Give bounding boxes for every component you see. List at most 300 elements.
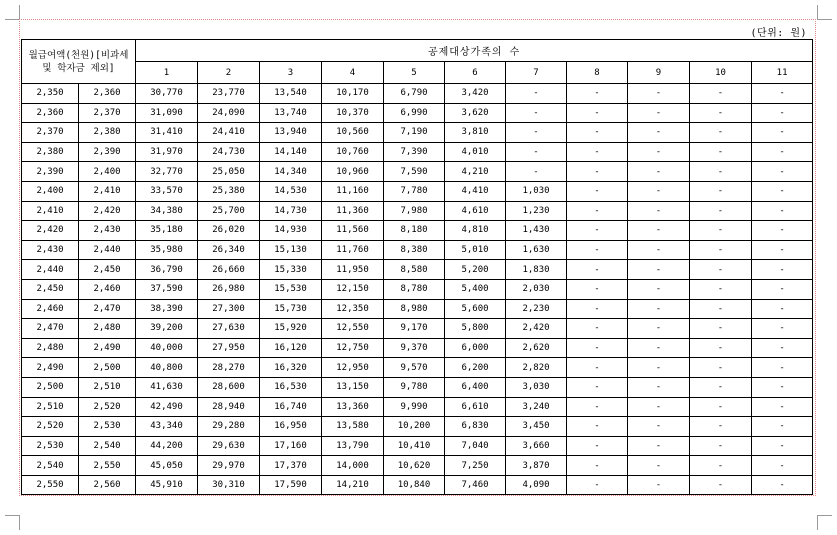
table-row xyxy=(22,240,813,260)
tax-amount-cell: 3,450 xyxy=(506,417,567,437)
salary-range-cell: 2,470 xyxy=(79,299,136,319)
table-row xyxy=(22,338,813,358)
salary-range-cell: 2,560 xyxy=(79,475,136,495)
tax-amount-cell: 13,940 xyxy=(260,123,322,143)
tax-amount-cell: - xyxy=(690,377,752,397)
tax-amount-cell: 5,200 xyxy=(445,260,506,280)
tax-amount-cell: - xyxy=(752,201,813,221)
salary-range-cell: 2,460 xyxy=(79,279,136,299)
tax-amount-cell: - xyxy=(752,84,813,104)
tax-amount-cell: 8,180 xyxy=(384,221,445,241)
tax-amount-cell: 14,210 xyxy=(322,475,384,495)
tax-amount-cell: 32,770 xyxy=(136,162,198,182)
tax-amount-cell: 13,540 xyxy=(260,84,322,104)
tax-amount-cell: 1,630 xyxy=(506,240,567,260)
tax-amount-cell: 9,370 xyxy=(384,338,445,358)
column-header: 6 xyxy=(445,62,506,84)
tax-amount-cell: 17,590 xyxy=(260,475,322,495)
column-header: 8 xyxy=(567,62,628,84)
table-row xyxy=(22,221,813,241)
tax-amount-cell: 35,180 xyxy=(136,221,198,241)
tax-amount-cell: 10,560 xyxy=(322,123,384,143)
tax-amount-cell: - xyxy=(628,84,690,104)
tax-amount-cell: - xyxy=(690,221,752,241)
tax-amount-cell: - xyxy=(628,260,690,280)
table-row xyxy=(22,436,813,456)
salary-range-cell: 2,540 xyxy=(79,436,136,456)
table-row xyxy=(22,279,813,299)
salary-range-cell: 2,470 xyxy=(22,319,79,339)
tax-amount-cell: - xyxy=(752,456,813,476)
tax-amount-cell: 14,930 xyxy=(260,221,322,241)
tax-amount-cell: 41,630 xyxy=(136,377,198,397)
tax-amount-cell: 8,380 xyxy=(384,240,445,260)
tax-amount-cell: - xyxy=(690,397,752,417)
tax-amount-cell: - xyxy=(628,162,690,182)
tax-amount-cell: - xyxy=(628,103,690,123)
table-row xyxy=(22,456,813,476)
table-row xyxy=(22,377,813,397)
tax-amount-cell: - xyxy=(506,162,567,182)
tax-amount-cell: - xyxy=(628,181,690,201)
tax-amount-cell: - xyxy=(628,319,690,339)
tax-amount-cell: - xyxy=(752,358,813,378)
tax-amount-cell: 12,550 xyxy=(322,319,384,339)
tax-amount-cell: 17,370 xyxy=(260,456,322,476)
tax-amount-cell: 24,090 xyxy=(198,103,260,123)
salary-range-cell: 2,540 xyxy=(22,456,79,476)
salary-range-cell: 2,390 xyxy=(79,142,136,162)
table-row xyxy=(22,260,813,280)
tax-amount-cell: - xyxy=(506,123,567,143)
tax-amount-cell: - xyxy=(628,436,690,456)
tax-amount-cell: 29,630 xyxy=(198,436,260,456)
tax-amount-cell: 25,380 xyxy=(198,181,260,201)
tax-amount-cell: 30,310 xyxy=(198,475,260,495)
tax-amount-cell: 7,590 xyxy=(384,162,445,182)
table-row xyxy=(22,84,813,104)
tax-amount-cell: 34,380 xyxy=(136,201,198,221)
tax-amount-cell: 8,980 xyxy=(384,299,445,319)
tax-amount-cell: 25,700 xyxy=(198,201,260,221)
table-row xyxy=(22,475,813,495)
column-header: 5 xyxy=(384,62,445,84)
tax-amount-cell: 26,020 xyxy=(198,221,260,241)
tax-amount-cell: 7,460 xyxy=(445,475,506,495)
tax-amount-cell: 10,200 xyxy=(384,417,445,437)
salary-range-cell: 2,360 xyxy=(79,84,136,104)
tax-amount-cell: - xyxy=(567,358,628,378)
salary-range-cell: 2,360 xyxy=(22,103,79,123)
salary-range-cell: 2,420 xyxy=(22,221,79,241)
tax-amount-cell: 6,400 xyxy=(445,377,506,397)
tax-amount-cell: - xyxy=(690,417,752,437)
tax-amount-cell: 26,660 xyxy=(198,260,260,280)
tax-amount-cell: - xyxy=(628,240,690,260)
tax-amount-cell: 17,160 xyxy=(260,436,322,456)
salary-range-cell: 2,410 xyxy=(22,201,79,221)
tax-amount-cell: 16,120 xyxy=(260,338,322,358)
tax-amount-cell: - xyxy=(690,260,752,280)
salary-range-cell: 2,400 xyxy=(22,181,79,201)
tax-amount-cell: - xyxy=(567,123,628,143)
tax-amount-cell: - xyxy=(752,377,813,397)
tax-amount-cell: 27,300 xyxy=(198,299,260,319)
salary-range-cell: 2,490 xyxy=(22,358,79,378)
salary-range-cell: 2,370 xyxy=(22,123,79,143)
tax-amount-cell: - xyxy=(690,103,752,123)
tax-amount-cell: - xyxy=(628,475,690,495)
tax-amount-cell: - xyxy=(752,123,813,143)
tax-amount-cell: 8,580 xyxy=(384,260,445,280)
tax-amount-cell: 3,810 xyxy=(445,123,506,143)
table-row xyxy=(22,319,813,339)
salary-range-cell: 2,510 xyxy=(79,377,136,397)
tax-amount-cell: - xyxy=(690,84,752,104)
tax-amount-cell: 31,410 xyxy=(136,123,198,143)
tax-amount-cell: - xyxy=(567,84,628,104)
tax-amount-cell: 15,730 xyxy=(260,299,322,319)
tax-amount-cell: 6,200 xyxy=(445,358,506,378)
tax-amount-cell: 33,570 xyxy=(136,181,198,201)
tax-amount-cell: 7,780 xyxy=(384,181,445,201)
tax-amount-cell: - xyxy=(628,142,690,162)
tax-amount-cell: - xyxy=(752,162,813,182)
tax-amount-cell: - xyxy=(690,279,752,299)
column-header: 10 xyxy=(690,62,752,84)
column-header: 1 xyxy=(136,62,198,84)
salary-range-cell: 2,440 xyxy=(79,240,136,260)
group-header: 공제대상가족의 수 xyxy=(136,40,813,62)
salary-range-cell: 2,480 xyxy=(79,319,136,339)
tax-amount-cell: - xyxy=(752,260,813,280)
table-row xyxy=(22,162,813,182)
tax-amount-cell: 5,600 xyxy=(445,299,506,319)
tax-amount-cell: 5,010 xyxy=(445,240,506,260)
tax-amount-cell: 27,950 xyxy=(198,338,260,358)
tax-amount-cell: - xyxy=(690,201,752,221)
tax-amount-cell: 14,140 xyxy=(260,142,322,162)
salary-range-cell: 2,500 xyxy=(79,358,136,378)
salary-range-cell: 2,440 xyxy=(22,260,79,280)
tax-amount-cell: - xyxy=(567,162,628,182)
tax-amount-cell: 15,130 xyxy=(260,240,322,260)
tax-amount-cell: 11,950 xyxy=(322,260,384,280)
tax-amount-cell: - xyxy=(567,279,628,299)
table-row xyxy=(22,103,813,123)
tax-amount-cell: 2,230 xyxy=(506,299,567,319)
tax-amount-cell: - xyxy=(690,319,752,339)
tax-amount-cell: - xyxy=(567,181,628,201)
tax-amount-cell: 26,340 xyxy=(198,240,260,260)
tax-amount-cell: 10,370 xyxy=(322,103,384,123)
tax-amount-cell: - xyxy=(628,377,690,397)
tax-amount-cell: - xyxy=(567,377,628,397)
tax-amount-cell: 10,170 xyxy=(322,84,384,104)
tax-amount-cell: - xyxy=(567,475,628,495)
tax-amount-cell: 4,610 xyxy=(445,201,506,221)
tax-amount-cell: 28,940 xyxy=(198,397,260,417)
tax-amount-cell: 43,340 xyxy=(136,417,198,437)
tax-amount-cell: - xyxy=(567,338,628,358)
tax-amount-cell: 7,980 xyxy=(384,201,445,221)
tax-amount-cell: - xyxy=(690,162,752,182)
salary-range-cell: 2,430 xyxy=(79,221,136,241)
tax-amount-cell: 9,170 xyxy=(384,319,445,339)
tax-amount-cell: - xyxy=(752,417,813,437)
table-row xyxy=(22,299,813,319)
range-header: 월급여액(천원)[비과세 및 학자금 제외] xyxy=(22,40,136,84)
tax-amount-cell: 36,790 xyxy=(136,260,198,280)
tax-amount-cell: - xyxy=(567,240,628,260)
tax-amount-cell: 15,920 xyxy=(260,319,322,339)
tax-amount-cell: 11,560 xyxy=(322,221,384,241)
tax-amount-cell: 14,340 xyxy=(260,162,322,182)
tax-amount-cell: 10,960 xyxy=(322,162,384,182)
tax-amount-cell: - xyxy=(690,338,752,358)
tax-amount-cell: 9,570 xyxy=(384,358,445,378)
tax-amount-cell: 4,010 xyxy=(445,142,506,162)
tax-amount-cell: - xyxy=(628,417,690,437)
salary-range-cell: 2,520 xyxy=(22,417,79,437)
tax-amount-cell: 4,410 xyxy=(445,181,506,201)
column-header: 9 xyxy=(628,62,690,84)
tax-amount-cell: 37,590 xyxy=(136,279,198,299)
tax-amount-cell: - xyxy=(690,240,752,260)
tax-amount-cell: 35,980 xyxy=(136,240,198,260)
tax-amount-cell: 11,360 xyxy=(322,201,384,221)
tax-amount-cell: - xyxy=(752,181,813,201)
tax-amount-cell: 4,210 xyxy=(445,162,506,182)
tax-amount-cell: 14,730 xyxy=(260,201,322,221)
tax-amount-cell: - xyxy=(690,181,752,201)
tax-amount-cell: 10,760 xyxy=(322,142,384,162)
tax-amount-cell: 2,820 xyxy=(506,358,567,378)
tax-amount-cell: 3,030 xyxy=(506,377,567,397)
tax-amount-cell: - xyxy=(567,436,628,456)
tax-amount-cell: 6,830 xyxy=(445,417,506,437)
tax-amount-cell: 1,430 xyxy=(506,221,567,241)
tax-amount-cell: - xyxy=(628,338,690,358)
tax-amount-cell: 15,530 xyxy=(260,279,322,299)
tax-amount-cell: 12,350 xyxy=(322,299,384,319)
tax-amount-cell: - xyxy=(690,123,752,143)
tax-amount-cell: - xyxy=(567,319,628,339)
tax-amount-cell: 6,000 xyxy=(445,338,506,358)
tax-amount-cell: 10,410 xyxy=(384,436,445,456)
tax-amount-cell: 29,970 xyxy=(198,456,260,476)
tax-amount-cell: 11,160 xyxy=(322,181,384,201)
tax-amount-cell: 24,730 xyxy=(198,142,260,162)
tax-amount-cell: 7,040 xyxy=(445,436,506,456)
tax-amount-cell: 30,770 xyxy=(136,84,198,104)
tax-amount-cell: 3,870 xyxy=(506,456,567,476)
tax-amount-cell: - xyxy=(690,475,752,495)
tax-amount-cell: - xyxy=(752,299,813,319)
table-row xyxy=(22,358,813,378)
tax-amount-cell: - xyxy=(567,299,628,319)
crop-mark-top-right xyxy=(817,5,832,20)
tax-amount-cell: 42,490 xyxy=(136,397,198,417)
tax-amount-cell: 12,750 xyxy=(322,338,384,358)
salary-range-cell: 2,550 xyxy=(79,456,136,476)
tax-amount-cell: 26,980 xyxy=(198,279,260,299)
salary-range-cell: 2,550 xyxy=(22,475,79,495)
tax-amount-cell: 39,200 xyxy=(136,319,198,339)
tax-amount-cell: - xyxy=(628,299,690,319)
tax-amount-cell: 3,660 xyxy=(506,436,567,456)
salary-range-cell: 2,400 xyxy=(79,162,136,182)
table-row xyxy=(22,123,813,143)
tax-amount-cell: 40,800 xyxy=(136,358,198,378)
salary-range-cell: 2,460 xyxy=(22,299,79,319)
tax-amount-cell: - xyxy=(567,103,628,123)
tax-amount-cell: 24,410 xyxy=(198,123,260,143)
tax-amount-cell: 27,630 xyxy=(198,319,260,339)
column-header: 3 xyxy=(260,62,322,84)
table-row xyxy=(22,201,813,221)
tax-amount-cell: - xyxy=(628,456,690,476)
tax-amount-cell: - xyxy=(506,103,567,123)
tax-amount-cell: 16,320 xyxy=(260,358,322,378)
tax-amount-cell: - xyxy=(752,475,813,495)
tax-amount-cell: 44,200 xyxy=(136,436,198,456)
salary-range-cell: 2,420 xyxy=(79,201,136,221)
tax-amount-cell: - xyxy=(506,142,567,162)
tax-amount-cell: - xyxy=(690,142,752,162)
tax-amount-cell: 13,790 xyxy=(322,436,384,456)
tax-amount-cell: 5,800 xyxy=(445,319,506,339)
tax-amount-cell: - xyxy=(567,417,628,437)
tax-amount-cell: 7,390 xyxy=(384,142,445,162)
tax-amount-cell: - xyxy=(752,338,813,358)
salary-range-cell: 2,500 xyxy=(22,377,79,397)
tax-amount-cell: 25,050 xyxy=(198,162,260,182)
tax-amount-cell: 16,950 xyxy=(260,417,322,437)
tax-amount-cell: - xyxy=(567,221,628,241)
table-row xyxy=(22,397,813,417)
tax-amount-cell: 14,530 xyxy=(260,181,322,201)
tax-amount-cell: 13,360 xyxy=(322,397,384,417)
table-row xyxy=(22,181,813,201)
tax-amount-cell: 40,000 xyxy=(136,338,198,358)
tax-amount-cell: 7,250 xyxy=(445,456,506,476)
tax-amount-cell: 14,000 xyxy=(322,456,384,476)
tax-amount-cell: 6,610 xyxy=(445,397,506,417)
salary-range-cell: 2,410 xyxy=(79,181,136,201)
crop-mark-bottom-left xyxy=(5,515,20,530)
tax-amount-cell: 6,790 xyxy=(384,84,445,104)
tax-amount-cell: - xyxy=(567,456,628,476)
tax-amount-cell: - xyxy=(690,456,752,476)
tax-amount-cell: 45,910 xyxy=(136,475,198,495)
tax-amount-cell: 28,270 xyxy=(198,358,260,378)
crop-mark-bottom-right xyxy=(817,515,832,530)
tax-amount-cell: 13,740 xyxy=(260,103,322,123)
tax-amount-cell: - xyxy=(752,240,813,260)
salary-range-cell: 2,510 xyxy=(22,397,79,417)
table-row xyxy=(22,417,813,437)
tax-amount-cell: - xyxy=(752,397,813,417)
tax-amount-cell: 10,840 xyxy=(384,475,445,495)
salary-range-cell: 2,490 xyxy=(79,338,136,358)
tax-amount-cell: - xyxy=(567,201,628,221)
tax-amount-cell: 10,620 xyxy=(384,456,445,476)
crop-mark-top-left xyxy=(5,5,20,20)
column-header: 4 xyxy=(322,62,384,84)
salary-range-cell: 2,530 xyxy=(22,436,79,456)
tax-amount-cell: - xyxy=(752,142,813,162)
salary-range-cell: 2,350 xyxy=(22,84,79,104)
tax-amount-cell: 16,530 xyxy=(260,377,322,397)
table-header xyxy=(22,40,813,84)
salary-range-cell: 2,390 xyxy=(22,162,79,182)
tax-amount-cell: - xyxy=(628,397,690,417)
tax-amount-cell: 8,780 xyxy=(384,279,445,299)
salary-range-cell: 2,480 xyxy=(22,338,79,358)
tax-amount-cell: - xyxy=(506,84,567,104)
tax-amount-cell: 1,030 xyxy=(506,181,567,201)
tax-amount-cell: - xyxy=(690,358,752,378)
tax-amount-cell: 29,280 xyxy=(198,417,260,437)
salary-range-cell: 2,530 xyxy=(79,417,136,437)
tax-amount-cell: 3,420 xyxy=(445,84,506,104)
tax-amount-cell: 3,240 xyxy=(506,397,567,417)
tax-table xyxy=(21,39,813,495)
tax-amount-cell: - xyxy=(752,221,813,241)
tax-amount-cell: 4,090 xyxy=(506,475,567,495)
tax-amount-cell: - xyxy=(628,123,690,143)
tax-amount-cell: 7,190 xyxy=(384,123,445,143)
tax-amount-cell: - xyxy=(752,279,813,299)
tax-amount-cell: 31,970 xyxy=(136,142,198,162)
tax-amount-cell: 2,620 xyxy=(506,338,567,358)
tax-amount-cell: 5,400 xyxy=(445,279,506,299)
tax-amount-cell: 9,780 xyxy=(384,377,445,397)
tax-amount-cell: 1,230 xyxy=(506,201,567,221)
salary-range-cell: 2,450 xyxy=(79,260,136,280)
table-row xyxy=(22,142,813,162)
salary-range-cell: 2,430 xyxy=(22,240,79,260)
column-header: 7 xyxy=(506,62,567,84)
tax-amount-cell: - xyxy=(752,319,813,339)
tax-amount-cell: 6,990 xyxy=(384,103,445,123)
tax-amount-cell: 4,810 xyxy=(445,221,506,241)
tax-amount-cell: - xyxy=(628,201,690,221)
tax-amount-cell: 12,150 xyxy=(322,279,384,299)
tax-amount-cell: 11,760 xyxy=(322,240,384,260)
tax-amount-cell: - xyxy=(567,142,628,162)
tax-amount-cell: - xyxy=(752,436,813,456)
salary-range-cell: 2,520 xyxy=(79,397,136,417)
tax-amount-cell: - xyxy=(628,358,690,378)
tax-amount-cell: 9,990 xyxy=(384,397,445,417)
salary-range-cell: 2,380 xyxy=(79,123,136,143)
tax-amount-cell: 45,050 xyxy=(136,456,198,476)
tax-amount-cell: - xyxy=(690,299,752,319)
column-header-row xyxy=(22,62,813,84)
salary-range-cell: 2,450 xyxy=(22,279,79,299)
tax-amount-cell: 12,950 xyxy=(322,358,384,378)
tax-amount-cell: 13,150 xyxy=(322,377,384,397)
tax-amount-cell: 2,420 xyxy=(506,319,567,339)
table-body xyxy=(22,84,813,495)
tax-amount-cell: 31,090 xyxy=(136,103,198,123)
tax-amount-cell: 23,770 xyxy=(198,84,260,104)
tax-amount-cell: - xyxy=(690,436,752,456)
salary-range-cell: 2,370 xyxy=(79,103,136,123)
tax-amount-cell: 2,030 xyxy=(506,279,567,299)
